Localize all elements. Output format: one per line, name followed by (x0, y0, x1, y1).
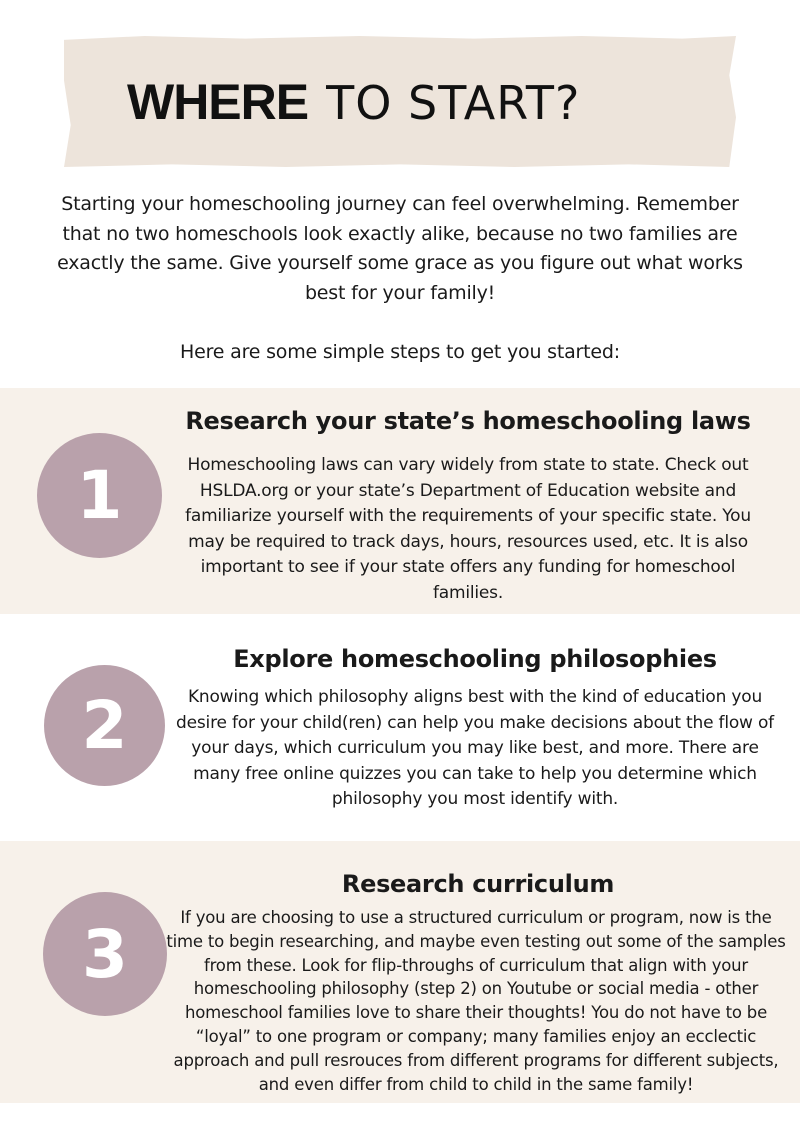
page-title (127, 72, 580, 132)
step-3-body: If you are choosing to use a structured curriculum or program, now is the time to begin researching, and maybe even testing out some of the samples from these. Look for flip-throughs of curriculum that align with your homeschooling philosophy (step 2) on Youtube or social media - other homeschool families love to share their thoughts! You do not have to be “loyal” to one program or company; many families enjoy an ecclectic approach and pull resrouces from different programs for different subjects, and even differ from child to child in the same family! (166, 908, 786, 1094)
step-2-body: Knowing which philosophy aligns best with the kind of education you desire for your child(ren) can help you make decisions about the flow of your days, which curriculum you may like best, and more. There are many free online quizzes you can take to help you determine which philosophy you most identify with. (176, 687, 774, 810)
intro-section (40, 190, 760, 368)
intro-paragraph: Starting your homeschooling journey can feel overwhelming. Remember that no two homeschools look exactly alike, because no two families are exactly the same. Give yourself some grace as you figure out what works best for your family! (57, 193, 743, 304)
step-1-body: Homeschooling laws can vary widely from state to state. Check out HSLDA.org or your state’s Department of Education website and familiarize yourself with the requirements of your specific state. You may be required to track days, hours, resources used, etc. It is also important to see if your state offers any funding for homeschool families. (185, 455, 751, 603)
step-3-number-circle: 3 (43, 892, 167, 1016)
step-1-number-circle: 1 (37, 433, 162, 558)
step-2-title: Explore homeschooling philosophies (233, 645, 717, 673)
intro-lead: Here are some simple steps to get you started: (180, 341, 620, 363)
step-3-title: Research curriculum (341, 870, 615, 898)
page-title-rest: TO START? (326, 76, 581, 130)
step-2-number-circle: 2 (44, 665, 165, 786)
step-1-title: Research your state’s homeschooling laws (185, 407, 751, 435)
page-title-bold: WHERE (127, 74, 309, 130)
